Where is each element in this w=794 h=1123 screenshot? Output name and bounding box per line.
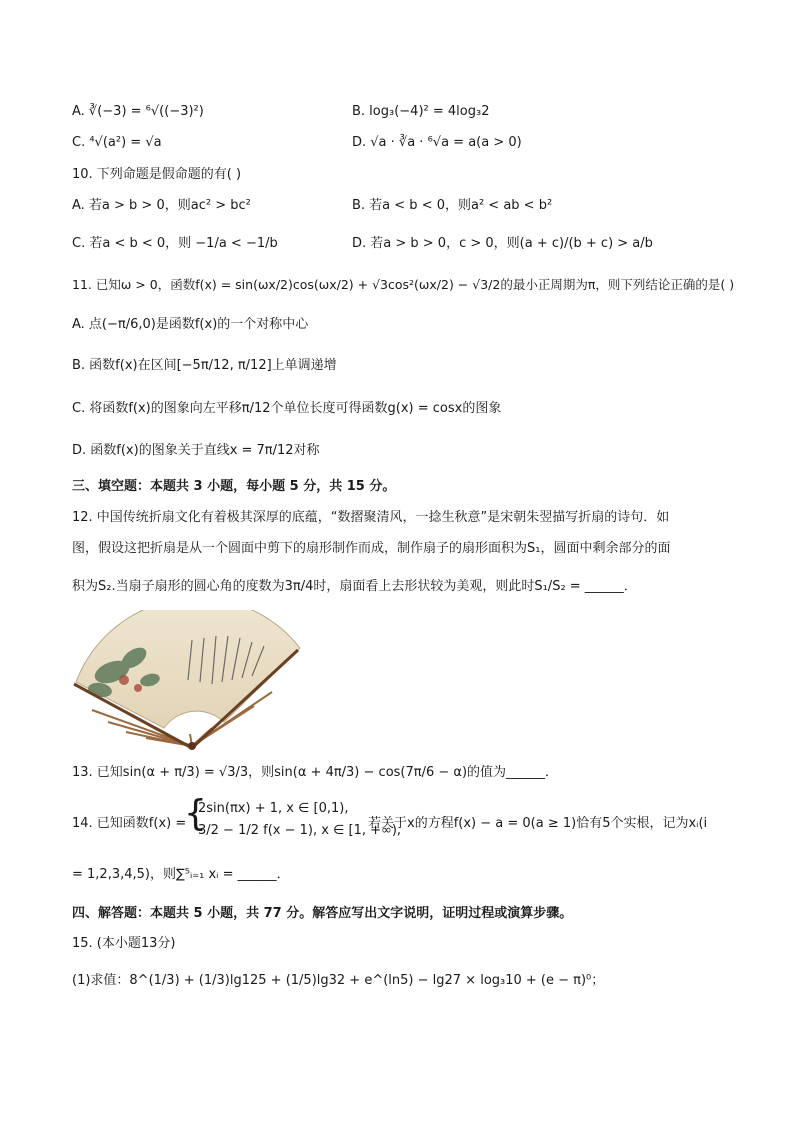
q14-case1: 2sin(πx) + 1, x ∈ [0,1), (198, 801, 349, 816)
section3-heading: 三、填空题：本题共 3 小题，每小题 5 分，共 15 分。 (72, 479, 396, 494)
q15-stem: 15. (本小题13分) (72, 936, 176, 951)
q11-option-d: D. 函数f(x)的图象关于直线x = 7π/12对称 (72, 443, 320, 458)
q10-option-c: C. 若a < b < 0，则 −1/a < −1/b (72, 236, 278, 251)
q9-option-c: C. ⁴√(a²) = √a (72, 135, 162, 150)
q12-line3: 积为S₂.当扇子扇形的圆心角的度数为3π/4时，扇面看上去形状较为美观，则此时S₁/S₂ = ______． (72, 579, 637, 594)
q11-option-b: B. 函数f(x)在区间[−5π/12, π/12]上单调递增 (72, 358, 337, 373)
q9-option-a: A. ∛(−3) = ⁶√((−3)²) (72, 104, 204, 119)
q14-prefix: 14. 已知函数f(x) = (72, 816, 187, 831)
q10-option-a: A. 若a > b > 0，则ac² > bc² (72, 198, 251, 213)
q14-suffix: 若关于x的方程f(x) − a = 0(a ≥ 1)恰有5个实根，记为xᵢ(i (368, 816, 708, 831)
q15-part1: (1)求值：8^(1/3) + (1/3)lg125 + (1/5)lg32 + e^(ln5) − lg27 × log₃10 + (e − π)⁰； (72, 973, 605, 988)
q11-stem: 11. 已知ω > 0，函数f(x) = sin(ωx/2)cos(ωx/2) + √3cos²(ωx/2) − √3/2的最小正周期为π，则下列结论正确的是( ) (72, 277, 735, 292)
q12-line2: 图，假设这把折扇是从一个圆面中剪下的扇形制作而成，制作扇子的扇形面积为S₁，圆面中剩余部分的面 (72, 541, 671, 556)
q14-case2: 3/2 − 1/2 f(x − 1), x ∈ [1, +∞), (198, 823, 402, 838)
q10-option-d: D. 若a > b > 0，c > 0，则(a + c)/(b + c) > a/b (352, 236, 653, 251)
q10-stem: 10. 下列命题是假命题的有( ) (72, 167, 242, 182)
q14-brace: { (184, 793, 207, 834)
q14-line2: = 1,2,3,4,5)，则∑⁵ᵢ₌₁ xᵢ = ______． (72, 867, 290, 882)
q9-option-d: D. √a · ∛a · ⁶√a = a(a > 0) (352, 135, 522, 150)
section4-heading: 四、解答题：本题共 5 小题，共 77 分。解答应写出文字说明，证明过程或演算步骤。 (72, 906, 573, 921)
q9-option-b: B. log₃(−4)² = 4log₃2 (352, 104, 490, 119)
q10-option-b: B. 若a < b < 0，则a² < ab < b² (352, 198, 553, 213)
q11-option-a: A. 点(−π/6,0)是函数f(x)的一个对称中心 (72, 317, 309, 332)
q12-line1: 12. 中国传统折扇文化有着极其深厚的底蕴，“数摺聚清风，一捻生秋意”是宋朝朱翌描写折扇的诗句．如 (72, 510, 670, 525)
q11-option-c: C. 将函数f(x)的图象向左平移π/12个单位长度可得函数g(x) = cosx的图象 (72, 401, 502, 416)
folding-fan-image (72, 610, 304, 750)
q13-stem: 13. 已知sin(α + π/3) = √3/3，则sin(α + 4π/3) − cos(7π/6 − α)的值为______． (72, 765, 559, 780)
